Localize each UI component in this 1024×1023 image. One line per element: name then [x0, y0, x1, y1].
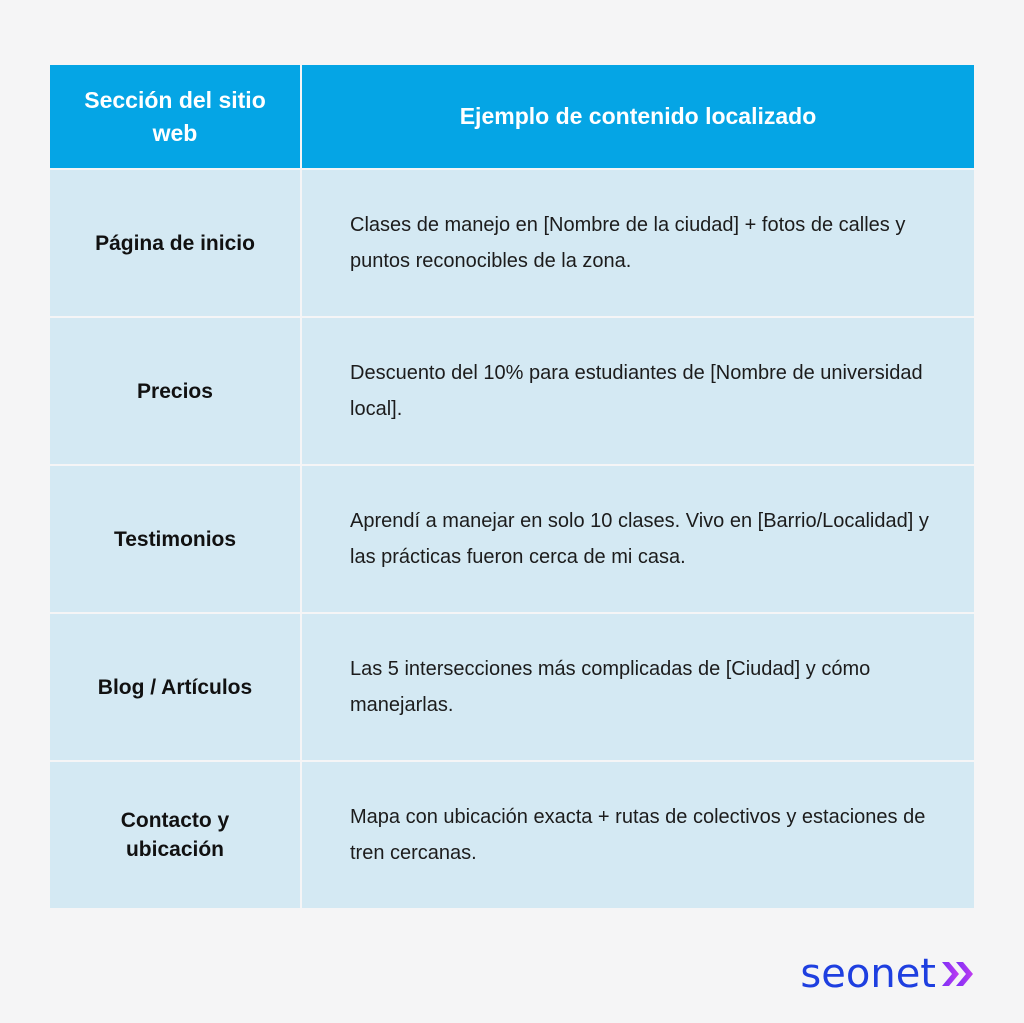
double-chevron-right-icon [940, 959, 976, 989]
row-example-text: Descuento del 10% para estudiantes de [Nombre de universidad local]. [350, 362, 923, 420]
row-section-label: Página de inicio [50, 170, 302, 316]
row-section-label: Precios [50, 318, 302, 464]
row-section-label: Testimonios [50, 466, 302, 612]
table-row [50, 612, 974, 760]
table-row [50, 168, 974, 316]
table-row [50, 316, 974, 464]
table-row [50, 760, 974, 908]
row-section-label: Blog / Artículos [50, 614, 302, 760]
header-section-column: Sección del sitio web [50, 65, 302, 168]
row-section-label: Contacto y ubicación [50, 762, 302, 908]
logo-wordmark: seonet [800, 951, 936, 997]
row-example-text: Mapa con ubicación exacta + rutas de colectivos y estaciones de tren cercanas. [350, 806, 926, 864]
row-example-text: Aprendí a manejar en solo 10 clases. Vivo en [Barrio/Localidad] y las prácticas fueron cerca de mi casa. [350, 510, 929, 568]
row-example-text: Clases de manejo en [Nombre de la ciudad] + fotos de calles y puntos reconocibles de la zona. [350, 214, 906, 272]
table-header-row [50, 65, 974, 168]
row-example-text: Las 5 intersecciones más complicadas de [Ciudad] y cómo manejarlas. [350, 658, 871, 716]
table-row [50, 464, 974, 612]
header-example-column: Ejemplo de contenido localizado [459, 103, 817, 129]
seonet-logo [800, 950, 976, 998]
content-table [50, 65, 974, 908]
